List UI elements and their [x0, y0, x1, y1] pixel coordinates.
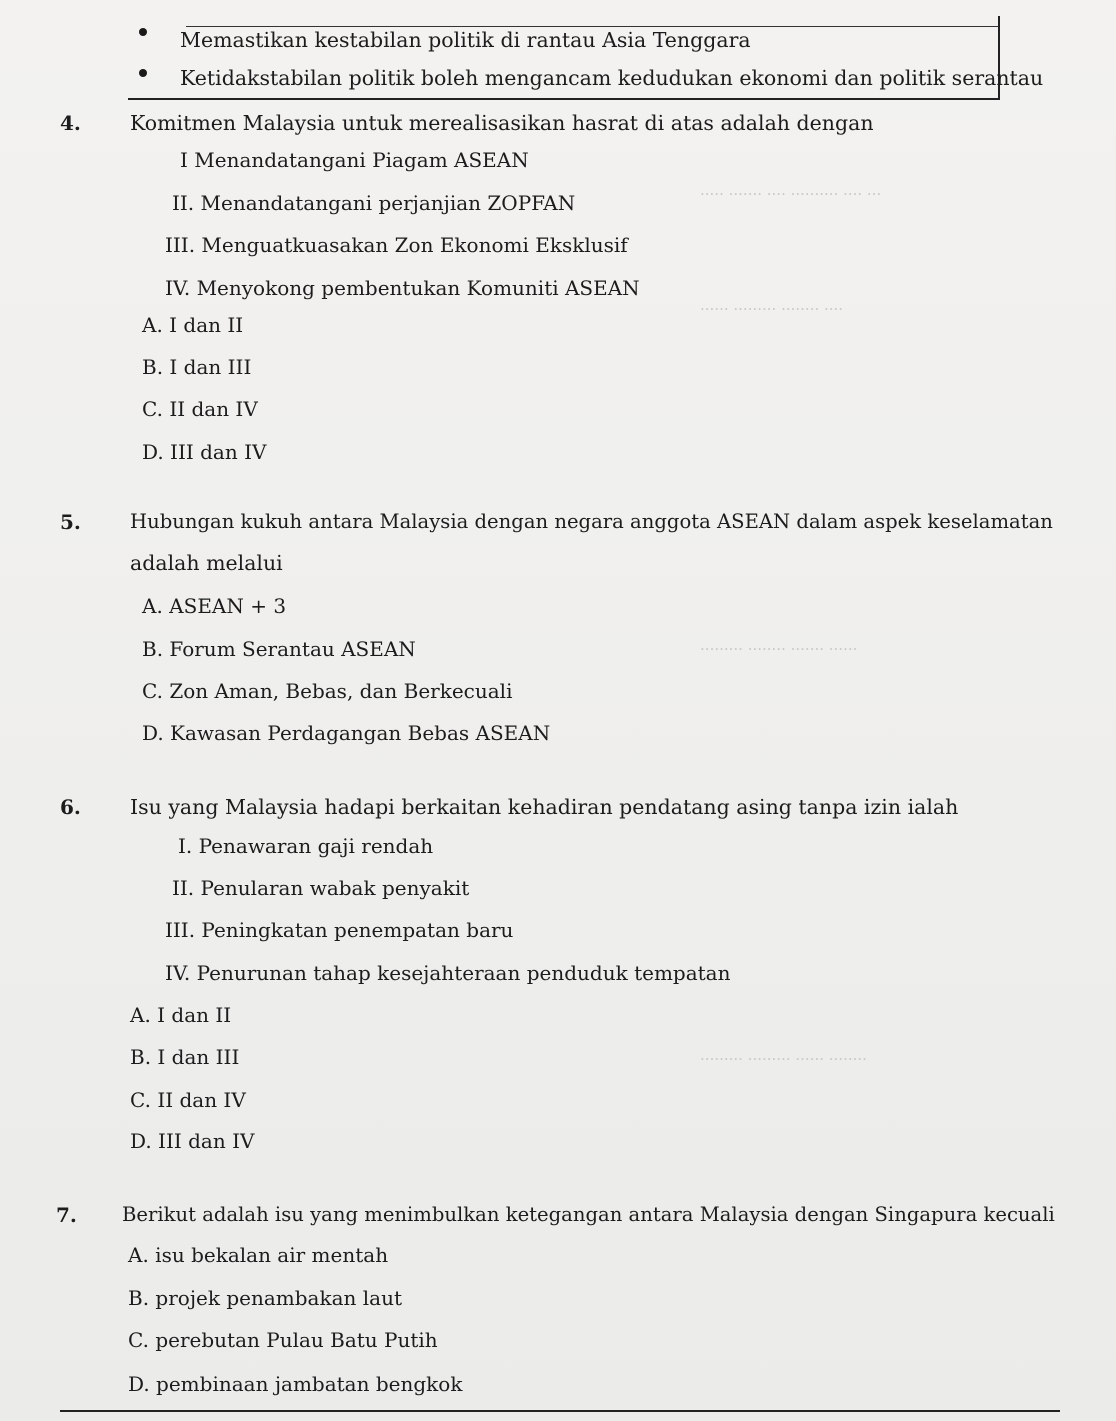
question-6-option-a[interactable]: [130, 1003, 231, 1027]
option-text: III dan IV: [158, 1129, 255, 1153]
option-letter: D.: [142, 440, 164, 464]
option-letter: B.: [130, 1045, 152, 1069]
option-letter: B.: [142, 637, 164, 661]
question-6-item-1: I. Penawaran gaji rendah: [178, 834, 434, 858]
option-text: II dan IV: [157, 1088, 246, 1112]
question-7-number: 7.: [56, 1203, 77, 1227]
question-7-option-b[interactable]: [128, 1286, 402, 1310]
option-text: III dan IV: [170, 440, 267, 464]
bullet-icon: [139, 28, 147, 36]
bleed-through-text: ······ ······· ········ ·········: [700, 640, 858, 658]
question-5-option-b[interactable]: [142, 637, 416, 661]
footer-divider: [60, 1410, 1060, 1412]
bleed-through-text: ··· ···· ·········· ···· ······· ·····: [700, 185, 882, 203]
question-4-option-b[interactable]: [142, 355, 251, 379]
option-text: perebutan Pulau Batu Putih: [155, 1328, 438, 1352]
option-letter: D.: [128, 1372, 150, 1396]
option-text: I dan III: [157, 1045, 240, 1069]
question-7-stem: Berikut adalah isu yang menimbulkan ketegangan antara Malaysia dengan Singapura kecuali: [122, 1203, 1055, 1226]
option-text: Kawasan Perdagangan Bebas ASEAN: [170, 721, 551, 745]
option-text: isu bekalan air mentah: [155, 1243, 389, 1267]
option-letter: A.: [130, 1003, 151, 1027]
option-letter: A.: [128, 1243, 149, 1267]
question-5-option-a[interactable]: [142, 594, 286, 618]
box-bullet-1: Memastikan kestabilan politik di rantau Asia Tenggara: [180, 28, 751, 52]
option-text: Forum Serantau ASEAN: [169, 637, 416, 661]
question-4-option-d[interactable]: [142, 440, 266, 464]
question-6-option-d[interactable]: [130, 1129, 254, 1153]
option-text: I dan II: [169, 313, 244, 337]
question-6-item-2: II. Penularan wabak penyakit: [172, 876, 470, 900]
option-letter: C.: [142, 397, 163, 421]
box-bullet-2: Ketidakstabilan politik boleh mengancam kedudukan ekonomi dan politik serantau: [180, 66, 1044, 90]
option-text: Zon Aman, Bebas, dan Berkecuali: [169, 679, 513, 703]
option-text: pembinaan jambatan bengkok: [156, 1372, 463, 1396]
option-text: I dan II: [157, 1003, 232, 1027]
option-letter: C.: [128, 1328, 149, 1352]
question-5-stem-line-1: Hubungan kukuh antara Malaysia dengan negara anggota ASEAN dalam aspek keselamatan: [130, 510, 1053, 533]
option-letter: B.: [142, 355, 164, 379]
question-6-stem: Isu yang Malaysia hadapi berkaitan kehadiran pendatang asing tanpa izin ialah: [130, 795, 959, 819]
option-letter: C.: [142, 679, 163, 703]
question-4-number: 4.: [60, 111, 81, 135]
option-letter: D.: [130, 1129, 152, 1153]
option-letter: D.: [142, 721, 164, 745]
option-letter: C.: [130, 1088, 151, 1112]
question-7-option-d[interactable]: [128, 1372, 462, 1396]
option-text: II dan IV: [169, 397, 258, 421]
question-4-item-2: II. Menandatangani perjanjian ZOPFAN: [172, 191, 576, 215]
question-4-stem: Komitmen Malaysia untuk merealisasikan hasrat di atas adalah dengan: [130, 111, 874, 135]
question-4-item-4: IV. Menyokong pembentukan Komuniti ASEAN: [165, 276, 640, 300]
bullet-icon: [139, 69, 147, 77]
question-7-option-c[interactable]: [128, 1328, 438, 1352]
option-letter: B.: [128, 1286, 150, 1310]
question-4-item-3: III. Menguatkuasakan Zon Ekonomi Eksklusif: [165, 233, 628, 257]
option-text: projek penambakan laut: [155, 1286, 402, 1310]
option-letter: A.: [142, 594, 163, 618]
bleed-through-text: ········ ······ ········· ·········: [700, 1050, 867, 1068]
question-6-option-b[interactable]: [130, 1045, 239, 1069]
question-6-number: 6.: [60, 795, 81, 819]
question-5-number: 5.: [60, 510, 81, 534]
question-5-stem-line-2: adalah melalui: [130, 551, 283, 575]
question-4-option-a[interactable]: [142, 313, 243, 337]
option-text: I dan III: [169, 355, 252, 379]
question-4-item-1: I Menandatangani Piagam ASEAN: [180, 148, 529, 172]
question-4-option-c[interactable]: [142, 397, 258, 421]
bleed-through-text: ···· ········ ········· ······: [700, 300, 844, 318]
question-5-option-c[interactable]: [142, 679, 512, 703]
question-6-item-3: III. Peningkatan penempatan baru: [165, 918, 514, 942]
question-6-option-c[interactable]: [130, 1088, 246, 1112]
option-letter: A.: [142, 313, 163, 337]
question-5-option-d[interactable]: [142, 721, 550, 745]
option-text: ASEAN + 3: [169, 594, 287, 618]
question-7-option-a[interactable]: [128, 1243, 388, 1267]
question-6-item-4: IV. Penurunan tahap kesejahteraan penduduk tempatan: [165, 961, 731, 985]
